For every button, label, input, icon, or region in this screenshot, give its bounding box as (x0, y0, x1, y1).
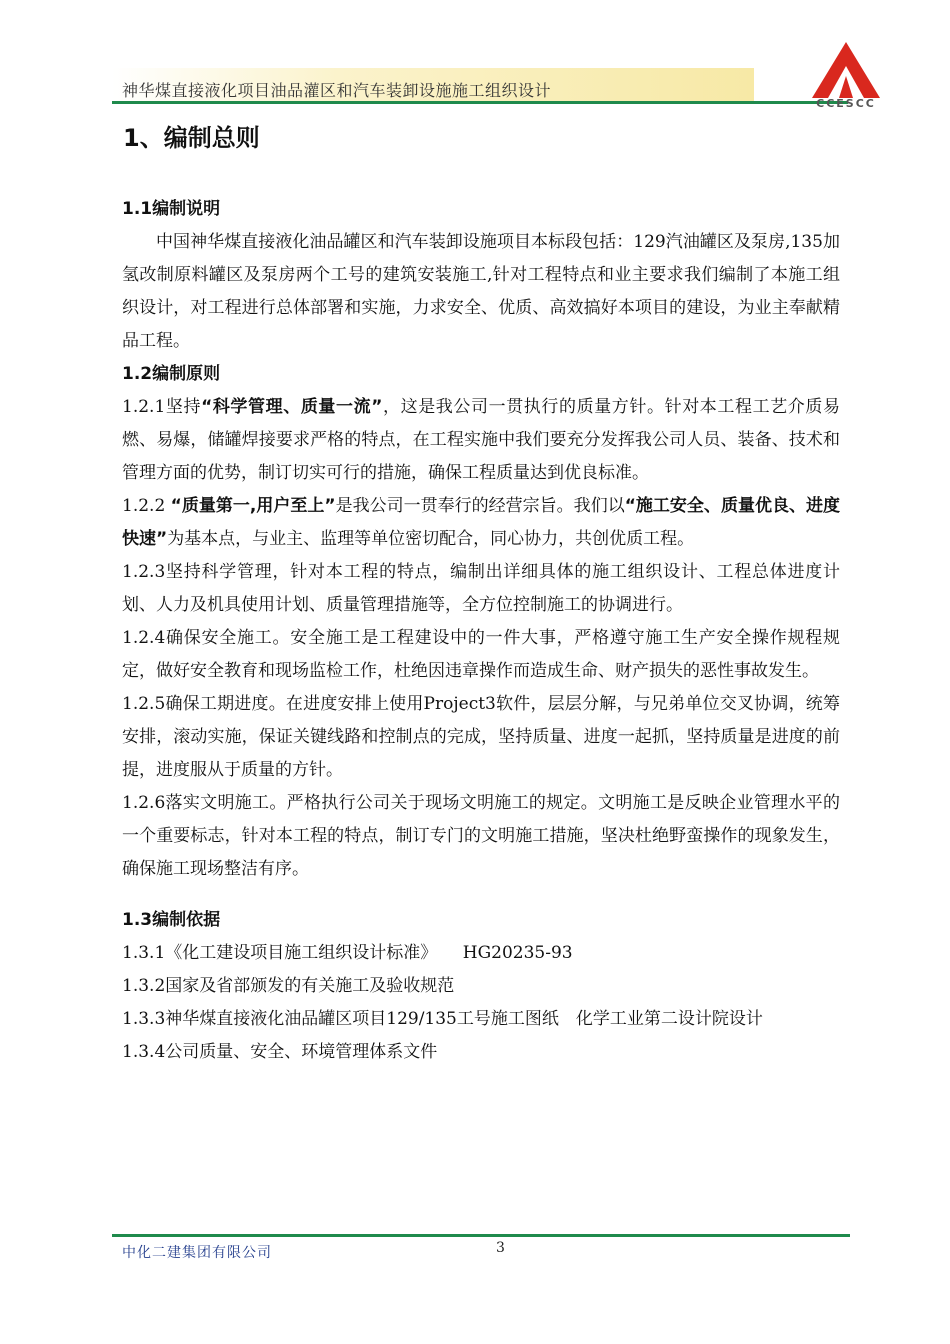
document-body (122, 193, 840, 1069)
paragraph-1-2-5: 1.2.5确保工期进度。在进度安排上使用Project3软件，层层分解，与兄弟单位交叉协调，统筹安排，滚动实施，保证关键线路和控制点的完成，坚持质量、进度一起抓，坚持质量是进度的前提，进度服从于质量的方针。 (122, 694, 840, 780)
paragraph-1-2-4: 1.2.4确保安全施工。安全施工是工程建设中的一件大事，严格遵守施工生产安全操作规程规定，做好安全教育和现场监检工作，杜绝因违章操作而造成生命、财产损失的恶性事故发生。 (122, 628, 840, 681)
paragraph-1-2-1 (122, 391, 840, 490)
paragraph-1-1: 中国神华煤直接液化油品罐区和汽车装卸设施项目本标段包括：129汽油罐区及泵房,135加氢改制原料罐区及泵房两个工号的建筑安装施工,针对工程特点和业主要求我们编制了本施工组织设计，对工程进行总体部署和实施，力求安全、优质、高效搞好本项目的建设，为业主奉献精品工程。 (122, 232, 840, 351)
reference-item: 1.3.2国家及省部颁发的有关施工及验收规范 (122, 976, 455, 996)
paragraph-1-2-2 (122, 490, 840, 556)
subsection-heading-1-1: 1.1编制说明 (122, 199, 221, 219)
paragraph-1-2-2-text-mid: 是我公司一贯奉行的经营宗旨。我们以 (335, 496, 625, 516)
paragraph-1-2-1-prefix: 1.2.1坚持 (122, 397, 202, 417)
footer-company-name: 中化二建集团有限公司 (122, 1245, 272, 1261)
company-logo (806, 40, 886, 112)
logo-text: CCESCC (816, 97, 876, 110)
paragraph-1-2-6: 1.2.6落实文明施工。严格执行公司关于现场文明施工的规定。文明施工是反映企业管理水平的一个重要标志，针对本工程的特点，制订专门的文明施工措施，坚决杜绝野蛮操作的现象发生，确保施工现场整洁有序。 (122, 793, 840, 879)
paragraph-1-2-2-text-end: 为基本点，与业主、监理等单位密切配合，同心协力，共创优质工程。 (167, 529, 695, 549)
logo-triangle-icon (806, 40, 886, 100)
paragraph-1-2-2-prefix: 1.2.2 (122, 496, 171, 516)
paragraph-1-2-2-emphasis-2: “施工安全、质量优良、进度快速” (122, 496, 840, 549)
reference-item: 1.3.4公司质量、安全、环境管理体系文件 (122, 1042, 438, 1062)
reference-item: 1.3.1《化工建设项目施工组织设计标准》 HG20235-93 (122, 943, 573, 963)
footer-divider (112, 1234, 850, 1237)
section-spacer (122, 886, 840, 904)
paragraph-1-2-2-emphasis-1: “质量第一,用户至上” (170, 496, 336, 516)
section-heading: 1、编制总则 (123, 124, 260, 152)
paragraph-1-2-1-emphasis: “科学管理、质量一流” (201, 397, 383, 417)
paragraph-1-2-3: 1.2.3坚持科学管理，针对本工程的特点，编制出详细具体的施工组织设计、工程总体进度计划、人力及机具使用计划、质量管理措施等，全方位控制施工的协调进行。 (122, 562, 840, 615)
paragraph-1-2-1-text: ，这是我公司一贯执行的质量方针。针对本工程工艺介质易燃、易爆，储罐焊接要求严格的特点，在工程实施中我们要充分发挥我公司人员、装备、技术和管理方面的优势，制订切实可行的措施，确保工程质量达到优良标准。 (122, 397, 840, 483)
document-header-title: 神华煤直接液化项目油品灌区和汽车装卸设施施工组织设计 (122, 81, 552, 100)
reference-item: 1.3.3神华煤直接液化油品罐区项目129/135工号施工图纸 化学工业第二设计院设计 (122, 1009, 763, 1029)
subsection-heading-1-2: 1.2编制原则 (122, 364, 221, 384)
page-number: 3 (496, 1240, 505, 1256)
header-divider (112, 101, 848, 104)
subsection-heading-1-3: 1.3编制依据 (122, 910, 221, 930)
